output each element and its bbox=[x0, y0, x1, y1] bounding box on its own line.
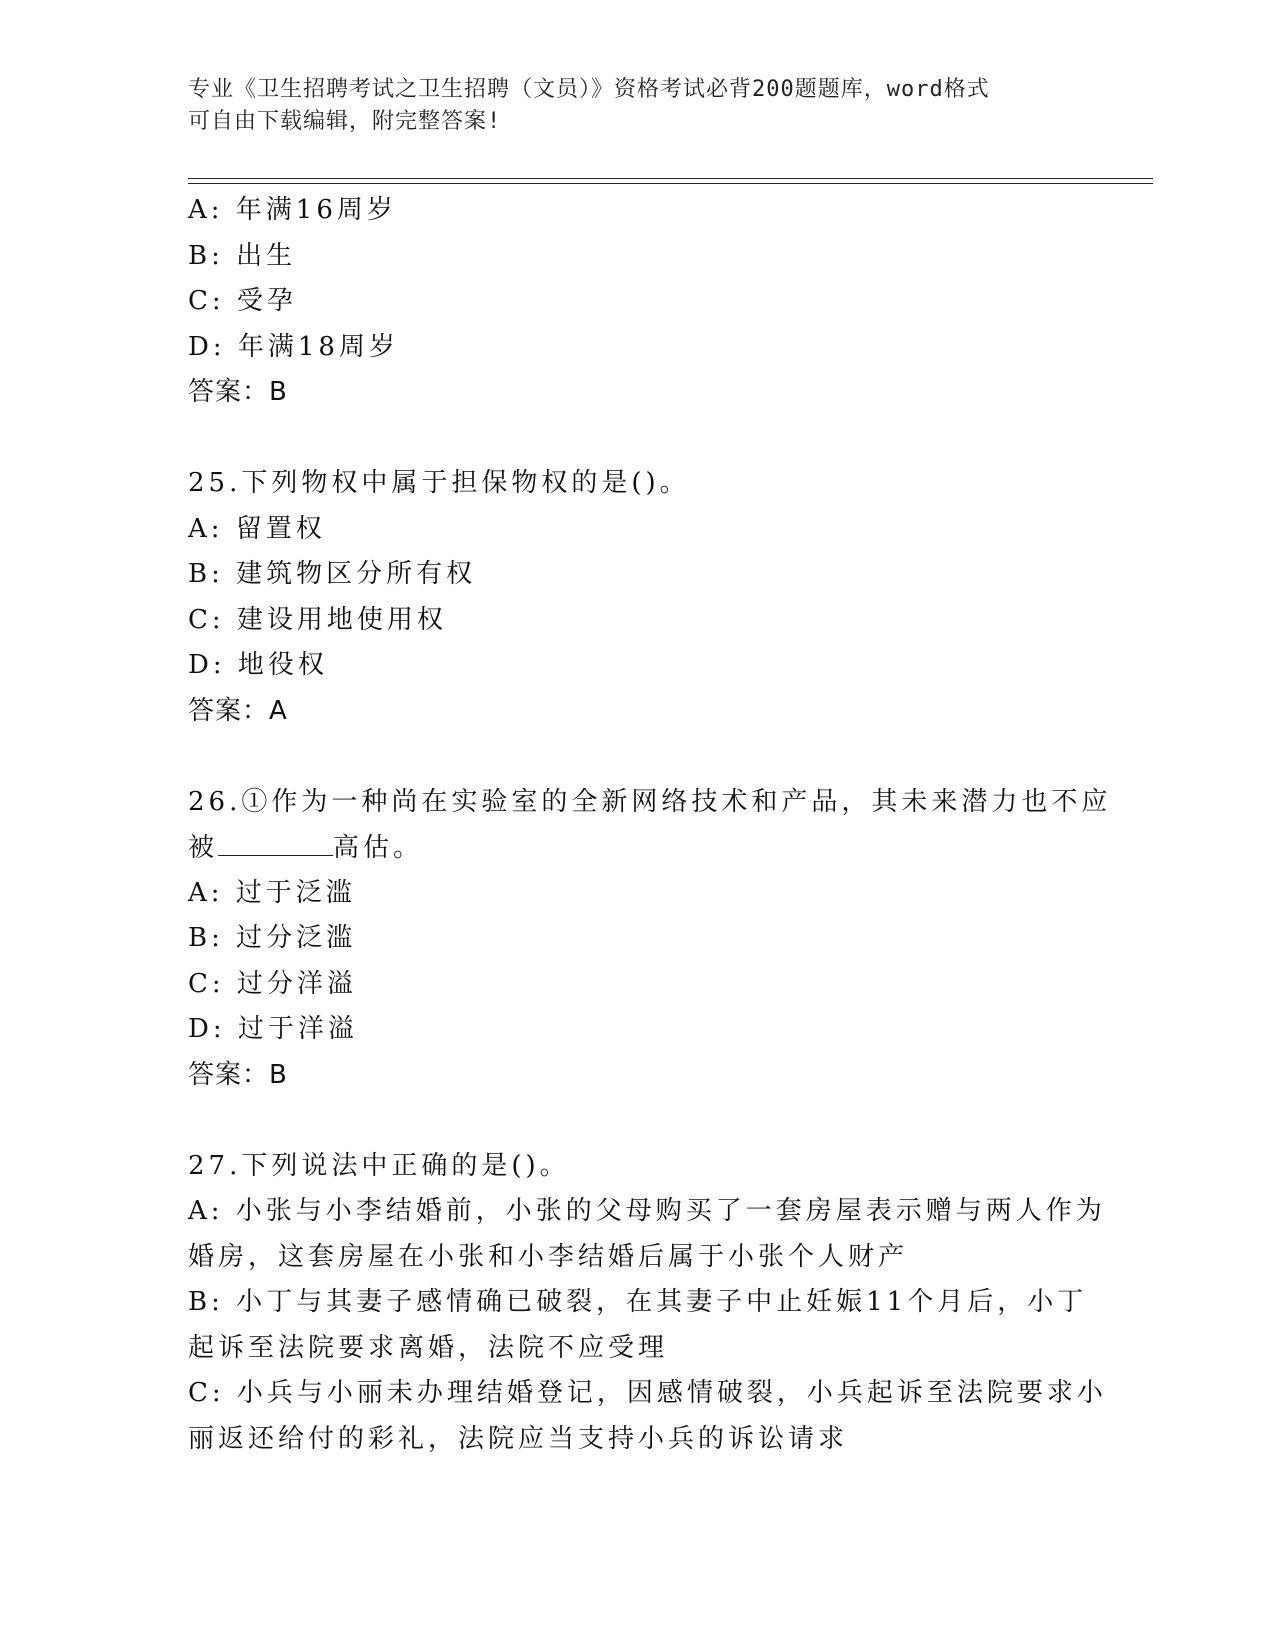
option-b: B: 过分泛滥 bbox=[188, 923, 357, 953]
header-line-2: 可自由下载编辑，附完整答案! bbox=[188, 109, 502, 134]
question-stem: 26.①作为一种尚在实验室的全新网络技术和产品，其未来潜力也不应 bbox=[188, 786, 1112, 817]
answer: 答案：B bbox=[188, 377, 288, 407]
answer: 答案：B bbox=[188, 1059, 288, 1090]
question-27 bbox=[188, 1144, 1107, 1463]
option-c: C: 小兵与小丽未办理结婚登记，因感情破裂，小兵起诉至法院要求小 bbox=[188, 1378, 1107, 1408]
option-a: A: 年满16周岁 bbox=[188, 195, 397, 225]
header-divider-bottom bbox=[188, 183, 1153, 184]
option-b-continued: 起诉至法院要求离婚，法院不应受理 bbox=[188, 1332, 669, 1363]
question-stem: 27.下列说法中正确的是()。 bbox=[188, 1150, 570, 1181]
document-header bbox=[188, 74, 1068, 138]
option-b: B: 建筑物区分所有权 bbox=[188, 559, 477, 589]
question-stem-continued bbox=[188, 825, 1078, 871]
spacer bbox=[188, 416, 1078, 462]
option-a: A: 留置权 bbox=[188, 513, 326, 544]
option-d: D: 地役权 bbox=[188, 650, 328, 680]
question-stem: 25.下列物权中属于担保物权的是()。 bbox=[188, 468, 690, 498]
option-c-continued: 丽返还给付的彩礼，法院应当支持小兵的诉讼请求 bbox=[188, 1423, 849, 1454]
spacer bbox=[188, 1098, 1078, 1144]
header-line-1: 专业《卫生招聘考试之卫生招聘（文员）》资格考试必背200题题库，word格式 bbox=[188, 77, 990, 102]
fill-blank bbox=[218, 825, 333, 856]
option-c: C: 建设用地使用权 bbox=[188, 604, 447, 635]
question-content bbox=[188, 188, 1112, 1462]
option-a-continued: 婚房，这套房屋在小张和小李结婚后属于小张个人财产 bbox=[188, 1241, 909, 1272]
option-a: A: 小张与小李结婚前，小张的父母购买了一套房屋表示赠与两人作为 bbox=[188, 1196, 1106, 1226]
spacer bbox=[188, 734, 1078, 780]
stem-prefix: 被 bbox=[188, 833, 219, 863]
header-divider-top bbox=[188, 178, 1153, 179]
option-c: C: 过分洋溢 bbox=[188, 968, 357, 999]
option-d: D: 年满18周岁 bbox=[188, 331, 399, 362]
option-b: B: 小丁与其妻子感情确已破裂，在其妻子中止妊娠11个月后，小丁 bbox=[188, 1287, 1088, 1317]
stem-suffix: 高估。 bbox=[333, 833, 424, 863]
option-d: D: 过于洋溢 bbox=[188, 1014, 358, 1044]
answer: 答案：A bbox=[188, 695, 288, 726]
option-c: C: 受孕 bbox=[188, 286, 297, 316]
question-26 bbox=[188, 780, 1112, 1099]
option-a: A: 过于泛滥 bbox=[188, 877, 356, 908]
option-b: B: 出生 bbox=[188, 240, 297, 271]
question-24 bbox=[188, 188, 1078, 416]
question-25 bbox=[188, 461, 1078, 734]
